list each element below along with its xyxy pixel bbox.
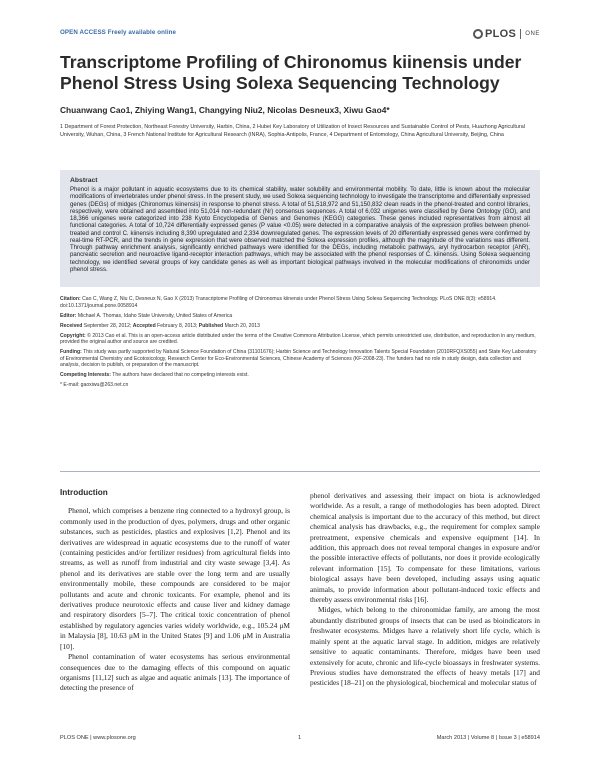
journal-brand [473, 26, 540, 42]
funding-line: Funding: This study was partly supported by Natural Science Foundation of China (31101676); Harbin Science and Technology Innovation Talents Special Foundation (2010RFQXS055) and State Key Laboratory of Environmental Chemistry and Ecotoxicology, Research Center for Eco-Environmental Sciences, Chinese Academy of Sciences (KF-2008-23). The funders had no role in study design, data collection and analysis, decision to publish, or preparation of the manuscript. [60, 349, 537, 369]
citation-line: Citation: Cao C, Wang Z, Niu C, Desneux N, Gao X (2013) Transcriptome Profiling of Chironomus kiinensis under Phenol Stress Using Solexa Sequencing Technology. PLoS ONE 8(3): e58914. doi:10.1371/journal.pone.0058914 [60, 296, 497, 309]
email-line: * E-mail: gaoxiwu@263.net.cn [60, 382, 129, 389]
plos-logo-icon [473, 29, 483, 39]
abstract-panel [60, 170, 540, 287]
brand-name: PLOS [485, 28, 517, 40]
body-paragraph: Midges, which belong to the chironomidae family, are among the most abundantly distributed groups of insects that can be used as bioindicators in freshwater ecosystems. Midges have a relatively short life cycle, which is mainly spent at the aquatic larval stage. In addition, midges are relatively sensitive to aquatic contaminants. Therefore, midges have been used extensively for acute, chronic and life-cycle bioassays in freshwater systems. Previous studies have demonstrated the effects of heavy metals [17] and pesticides [18–21] on the physiological, biochemical and molecular status of [310, 605, 540, 688]
editor-line: Editor: Michael A. Thomas, Idaho State University, United States of America [60, 312, 233, 319]
right-column [310, 491, 540, 689]
article-metadata [60, 296, 540, 392]
brand-sub: ONE [525, 31, 540, 37]
dates-line: Received September 28, 2012; Accepted February 8, 2013; Published March 20, 2013 [60, 322, 260, 329]
author-list: Chuanwang Cao1, Zhiying Wang1, Changying Niu2, Nicolas Desneux3, Xiwu Gao4* [60, 105, 390, 115]
journal-header [60, 26, 540, 42]
abstract-text: Phenol is a major pollutant in aquatic ecosystems due to its chemical stability, water solubility and environmental mobility. To date, little is known about the molecular modifications of invertebrates under phenol stress. In the present study, we used Solexa sequencing technology to investigate the transcriptome and differentially expressed genes (DEGs) of midges (Chironomus kiinensis) in response to phenol stress. A total of 51,518,972 and 51,150,832 clean reads in the phenol-treated and control libraries, respectively, were obtained and assembled into 51,014 non-redundant (Nr) consensus sequences. A total of 6,032 unigenes were classified by Gene Ontology (GO), and 18,366 unigenes were categorized into 238 Kyoto Encyclopedia of Genes and Genomes (KEGG) categories. These genes included representatives from almost all functional categories. A total of 10,724 differentially expressed genes (P value <0.05) were detected in a comparative analysis of the expression profiles between phenol-treated and control C. kiinensis including 8,390 upregulated and 2,334 downregulated genes. The expression levels of 20 differentially expressed genes were confirmed by real-time RT-PCR, and the trends in gene expression that were observed matched the Solexa expression profiles, although the magnitude of the variations was different. Through pathway enrichment analysis, significantly enriched pathways were identified for the DEGs, including metabolic pathways, aryl hydrocarbon receptor (AhR), pancreatic secretion and neuroactive ligand-receptor interaction pathways, which may be associated with the phenol responses of C. kiinensis. Using Solexa sequencing technology, we identified several groups of key candidate genes as well as important biological pathways involved in the molecular modifications of chironomids under phenol stress. [70, 187, 530, 273]
article-title: Transcriptome Profiling of Chironomus kiinensis under Phenol Stress Using Solexa Sequencing Technology [60, 52, 522, 93]
section-divider [60, 471, 540, 472]
brand-divider [520, 29, 521, 39]
competing-interests-line: Competing Interests: The authors have declared that no competing interests exist. [60, 372, 249, 379]
page-number: 1 [298, 735, 302, 741]
left-column [60, 488, 290, 694]
body-paragraph: Phenol, which comprises a benzene ring connected to a hydroxyl group, is commonly used in the production of dyes, polymers, drugs and other organic substances, such as pesticides, plastics and explosives [1,2]. Phenol and its derivatives are widespread in aquatic ecosystems due to the runoff of water (containing pesticides and/or fertilizer residues) from agricultural fields into streams, as well as runoff from industrial and city waste sewage [3,4]. As phenol and its derivatives are stable over the long term and are usually environmentally mobile, these compounds are considered to be major pollutants and acute and chronic toxicants. For example, phenol and its derivatives produce neurotoxic effects and cause liver and kidney damage and respiratory disorders [5–7]. The critical toxic concentration of phenol established by regulatory agencies varies widely worldwide, e.g., 105.24 μM in Malaysia [8], 10.63 μM in the United States [9] and 1.06 μM in Australia [10]. [60, 506, 290, 651]
body-paragraph: Phenol contamination of water ecosystems has serious environmental consequences due to the damaging effects of this compound on aquatic organisms [11,12] such as algae and aquatic animals [13]. The importance of detecting the presence of [60, 652, 290, 693]
page-footer [60, 735, 540, 745]
open-access-label: OPEN ACCESS Freely available online [60, 29, 177, 36]
introduction-heading: Introduction [60, 488, 108, 497]
abstract-heading: Abstract [70, 177, 98, 184]
affiliations: 1 Department of Forest Protection, Northeast Forestry University, Harbin, China, 2 Hubei Key Laboratory of Utilization of Insect Resources and Sustainable Control of Pests, Huazhong Agricultural University, Wuhan, China, 3 French National Institute for Agricultural Research (INRA), Sophia-Antipolis, France, 4 Department of Entomology, China Agricultural University, Beijing, China [60, 124, 525, 138]
footer-issue: March 2013 | Volume 8 | Issue 3 | e58914 [436, 735, 540, 741]
body-paragraph: phenol derivatives and assessing their impact on biota is acknowledged worldwide. As a result, a range of methodologies has been adopted. Direct chemical analysis is important due to the accuracy of this method, but direct chemical analysis has drawbacks, e.g., the requirement for complex sample pretreatment, expensive chemicals and expensive equipment [14]. In addition, this approach does not reveal temporal changes in exposure and/or the possible interactive effects of pollutants, nor does it provide ecologically relevant information [15]. To compensate for these limitations, various biological assays have been developed, including assays using aquatic animals, to provide information about pollutant-induced toxic effects and thereby assess environmental risks [16]. [310, 491, 540, 605]
footer-journal-site: PLOS ONE | www.plosone.org [60, 735, 136, 741]
copyright-line: Copyright: © 2013 Cao et al. This is an open-access article distributed under the terms of the Creative Commons Attribution License, which permits unrestricted use, distribution, and reproduction in any medium, provided the original author and source are credited. [60, 332, 536, 346]
